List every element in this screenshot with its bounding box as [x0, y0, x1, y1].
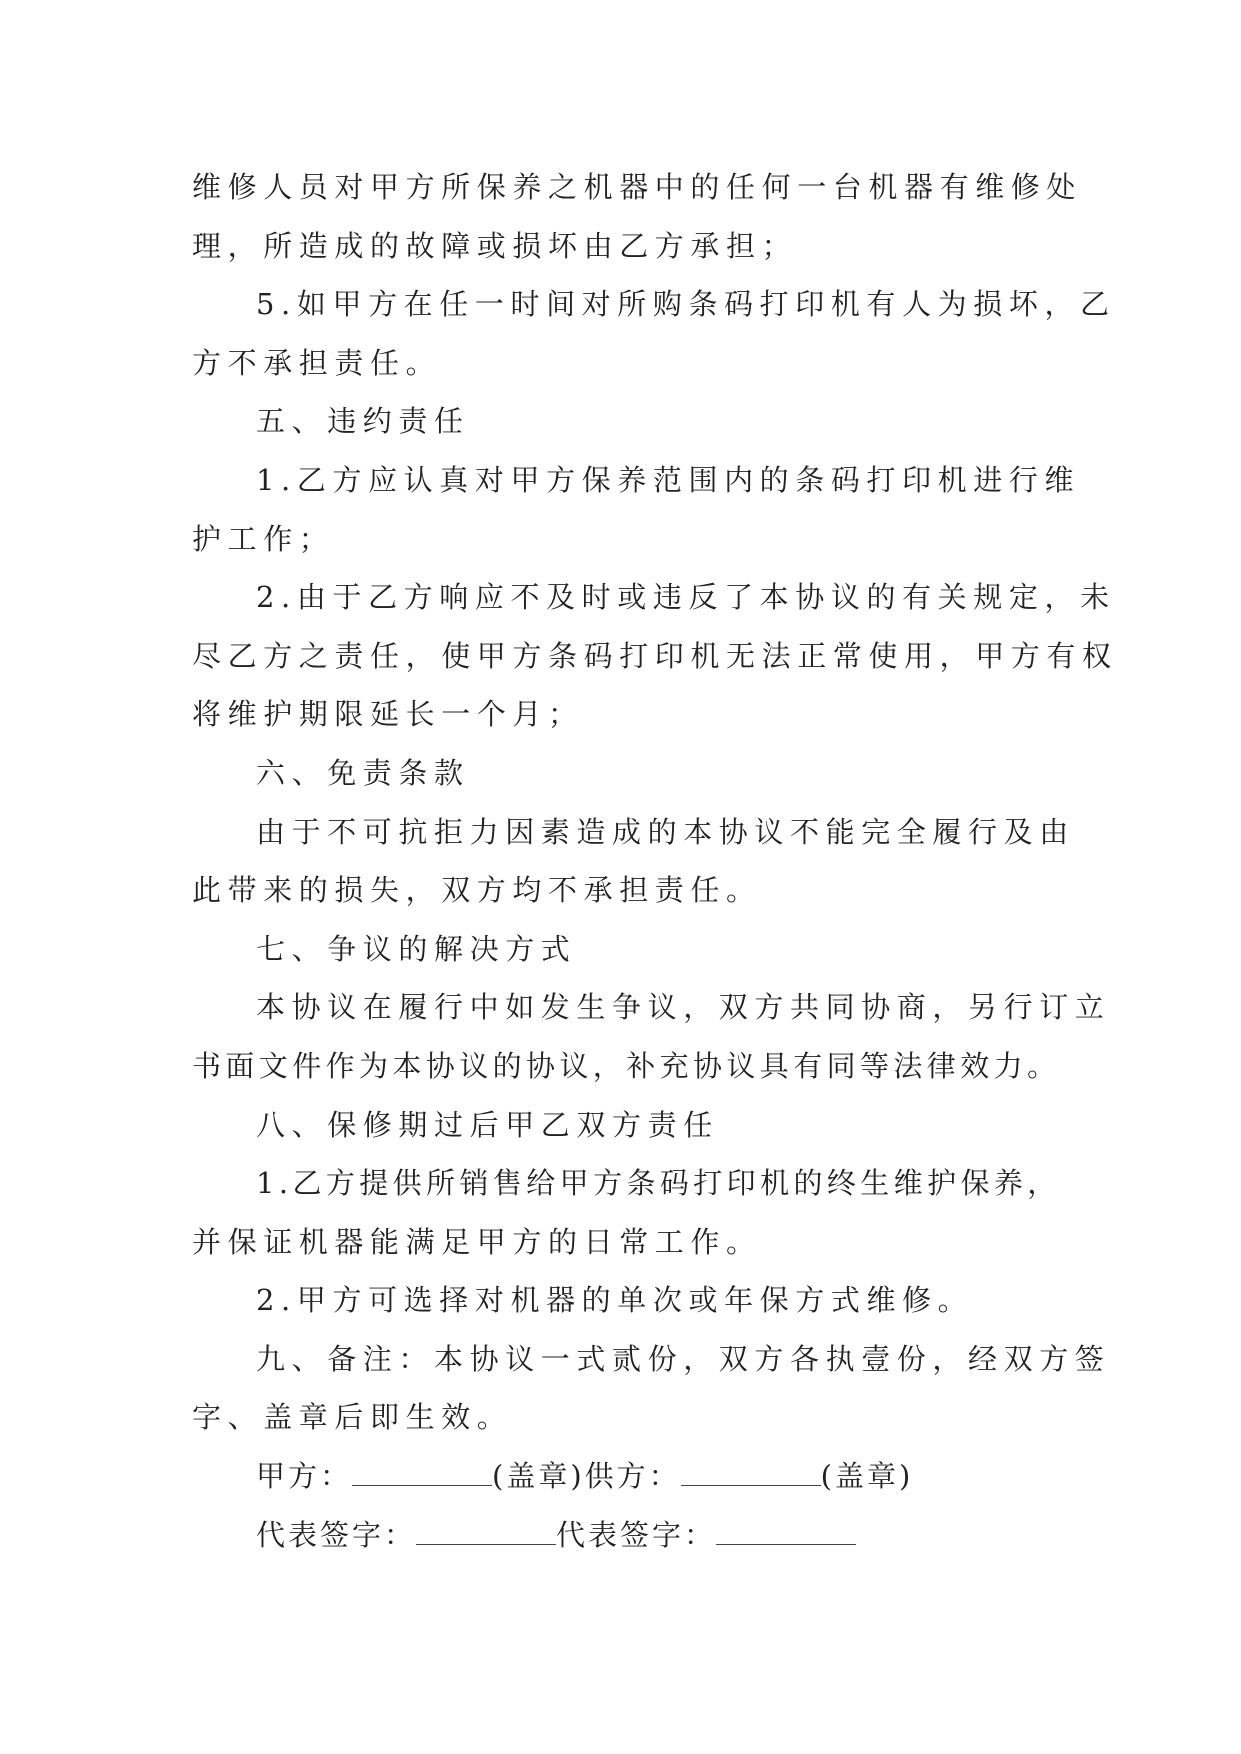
clause-item: 1.乙方提供所销售给甲方条码打印机的终生维护保养，	[256, 1166, 1061, 1201]
section-heading: 七、争议的解决方式	[256, 931, 577, 966]
body-text-line: 将维护期限延长一个月；	[192, 697, 584, 732]
body-text-line: 并保证机器能满足甲方的日常工作。	[192, 1224, 762, 1259]
party-a-signature-blank[interactable]	[352, 1459, 492, 1486]
section-heading: 八、保修期过后甲乙双方责任	[256, 1107, 719, 1142]
body-text-line: 方不承担责任。	[192, 345, 442, 380]
representative-b-label: 代表签字：	[556, 1517, 717, 1552]
clause-item: 2.由于乙方响应不及时或违反了本协议的有关规定，未	[256, 580, 1116, 615]
body-text-line: 护工作；	[192, 521, 335, 556]
representative-b-signature-blank[interactable]	[716, 1518, 856, 1545]
supplier-seal-label: (盖章)	[820, 1459, 914, 1494]
body-text-line: 本协议在履行中如发生争议，双方共同协商，另行订立	[256, 990, 1111, 1025]
section-heading: 六、免责条款	[256, 755, 470, 790]
signature-line-representative	[192, 1506, 1062, 1565]
clause-item: 2.甲方可选择对机器的单次或年保方式维修。	[256, 1283, 974, 1318]
supplier-signature-blank[interactable]	[681, 1459, 821, 1486]
body-text-line: 维修人员对甲方所保养之机器中的任何一台机器有维修处	[192, 170, 1083, 204]
body-text-line: 尽乙方之责任，使甲方条码打印机无法正常使用，甲方有权	[192, 638, 1118, 673]
body-text-line: 书面文件作为本协议的协议，补充协议具有同等法律效力。	[192, 1048, 1061, 1083]
body-text-line: 此带来的损失，双方均不承担责任。	[192, 873, 762, 908]
body-text-line: 由于不可抗拒力因素造成的本协议不能完全履行及由	[256, 814, 1075, 849]
representative-a-signature-blank[interactable]	[416, 1518, 556, 1545]
clause-item: 5.如甲方在任一时间对所购条码打印机有人为损坏，乙	[256, 287, 1116, 322]
clause-item: 1.乙方应认真对甲方保养范围内的条码打印机进行维	[256, 462, 1081, 497]
party-a-label: 甲方：	[256, 1459, 353, 1494]
party-a-seal-label: (盖章)	[492, 1459, 585, 1494]
document-page	[192, 158, 1118, 1564]
representative-a-label: 代表签字：	[256, 1517, 417, 1552]
body-text-line: 理，所造成的故障或损坏由乙方承担；	[192, 228, 798, 263]
supplier-label: 供方：	[584, 1459, 681, 1494]
section-heading: 五、违约责任	[256, 404, 470, 439]
body-text-line: 字、盖章后即生效。	[192, 1400, 513, 1435]
signature-line-party	[192, 1447, 1062, 1506]
section-heading: 九、备注：本协议一式贰份，双方各执壹份，经双方签	[256, 1341, 1111, 1376]
